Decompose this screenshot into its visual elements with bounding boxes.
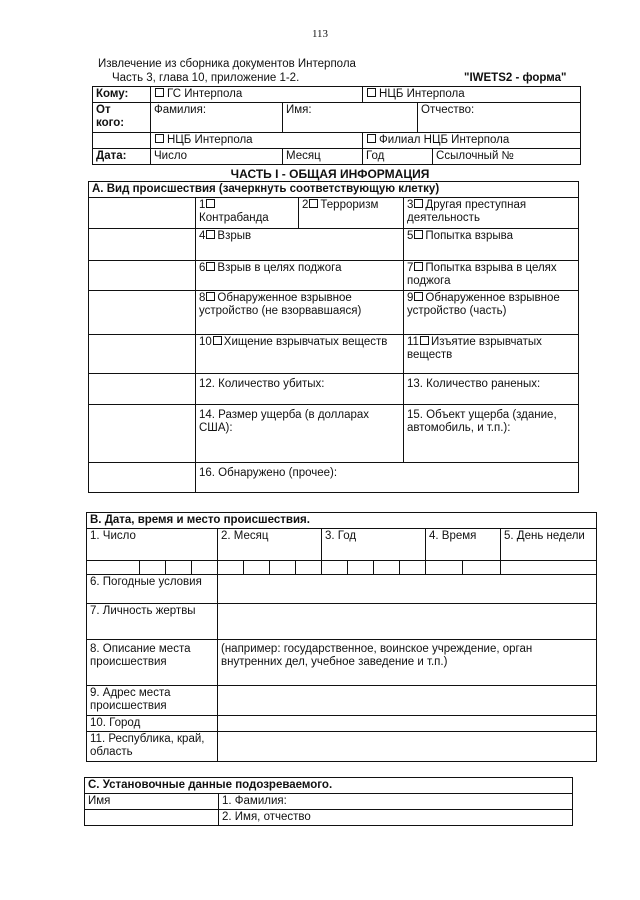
patronymic-label: Отчество: (421, 104, 475, 116)
digit-box[interactable] (244, 561, 270, 575)
checkbox-icon[interactable] (206, 262, 215, 271)
place-description-label: 8. Описание места происшествия (87, 640, 218, 686)
to-gs-option[interactable] (151, 87, 363, 103)
empty-cell (89, 198, 196, 229)
from-ncb-option[interactable] (151, 133, 363, 149)
digit-box[interactable] (463, 561, 501, 575)
empty-cell (89, 261, 196, 291)
day-field[interactable]: Число (151, 149, 283, 165)
digit-box[interactable] (296, 561, 322, 575)
checkbox-icon[interactable] (309, 199, 318, 208)
digit-box[interactable] (322, 561, 348, 575)
time-field[interactable]: 4. Время (426, 529, 501, 561)
place-description-hint: (например: государственное, воинское учреждение, орган внутренних дел, учебное заведение и т.п.) (221, 643, 533, 668)
explosion-option[interactable]: 4 Взрыв (196, 229, 404, 261)
terrorism-label: Терроризм (320, 199, 379, 211)
page-number: 113 (311, 28, 329, 40)
digit-box[interactable] (374, 561, 400, 575)
section-b-title: В. Дата, время и место происшествия. (87, 513, 597, 529)
form-id: "IWETS2 - форма" (464, 72, 567, 84)
explosives-seizure-label: Изъятие взрывчатых веществ (407, 336, 542, 361)
empty-cell (89, 405, 196, 463)
attempted-arson-explosion-option[interactable]: 7 Попытка взрыва в целях поджога (404, 261, 579, 291)
digit-box[interactable] (87, 561, 140, 575)
other-criminal-label: Другая преступная деятельность (407, 199, 527, 224)
explosives-theft-option[interactable]: 10 Хищение взрывчатых веществ (196, 335, 404, 374)
day-field[interactable]: 1. Число (87, 529, 218, 561)
empty-cell (89, 463, 196, 493)
digit-box[interactable] (270, 561, 296, 575)
digit-box[interactable] (140, 561, 166, 575)
weekday-field[interactable]: 5. День недели (501, 529, 597, 561)
checkbox-icon[interactable] (414, 199, 423, 208)
explosives-seizure-option[interactable]: 11 Изъятие взрывчатых веществ (404, 335, 579, 374)
checkbox-icon[interactable] (206, 199, 215, 208)
checkbox-icon[interactable] (414, 292, 423, 301)
from-surname-field[interactable] (151, 103, 283, 133)
victim-field[interactable] (218, 604, 597, 640)
checkbox-icon[interactable] (206, 230, 215, 239)
found-device-unexploded-label: Обнаруженное взрывное устройство (не взорвавшаяся) (199, 292, 362, 317)
digit-box[interactable] (166, 561, 192, 575)
from-patronymic-field[interactable] (418, 103, 581, 133)
routing-table (92, 86, 581, 165)
killed-count-field[interactable]: 12. Количество убитых: (196, 374, 404, 405)
section-c-title: С. Установочные данные подозреваемого. (85, 778, 573, 794)
damage-amount-field[interactable]: 14. Размер ущерба (в долларах США): (196, 405, 404, 463)
weather-field[interactable] (218, 575, 597, 604)
place-description-field[interactable] (218, 640, 597, 686)
city-field[interactable] (218, 716, 597, 732)
smuggling-option[interactable]: 1 Контрабанда (196, 198, 299, 229)
empty-cell (93, 133, 151, 149)
suspect-firstname-field[interactable]: 2. Имя, отчество (219, 810, 573, 826)
region-field[interactable] (218, 732, 597, 762)
region-label: 11. Республика, край, область (87, 732, 218, 762)
empty-cell (89, 374, 196, 405)
section-c-table (84, 777, 573, 826)
attempted-explosion-option[interactable]: 5 Попытка взрыва (404, 229, 579, 261)
section-a-title: А. Вид происшествия (зачеркнуть соответствующую клетку) (89, 182, 579, 198)
empty-cell (89, 229, 196, 261)
explosives-theft-label: Хищение взрывчатых веществ (223, 336, 388, 348)
attempted-explosion-label: Попытка взрыва (425, 230, 513, 242)
to-label: Кому: (93, 87, 151, 103)
checkbox-icon[interactable] (414, 230, 423, 239)
checkbox-icon[interactable] (213, 336, 222, 345)
checkbox-icon[interactable] (414, 262, 423, 271)
address-field[interactable] (218, 686, 597, 716)
date-label: Дата: (93, 149, 151, 165)
checkbox-icon[interactable] (367, 134, 376, 143)
checkbox-icon[interactable] (155, 88, 164, 97)
to-ncb-label: НЦБ Интерпола (379, 88, 465, 100)
part1-title: ЧАСТЬ I - ОБЩАЯ ИНФОРМАЦИЯ (230, 167, 430, 181)
month-field[interactable]: 2. Месяц (218, 529, 322, 561)
city-label: 10. Город (87, 716, 218, 732)
digit-box[interactable] (501, 561, 597, 575)
found-device-unexploded-option[interactable]: 8 Обнаруженное взрывное устройство (не взорвавшаяся) (196, 291, 404, 335)
address-label: 9. Адрес места происшествия (87, 686, 218, 716)
suspect-surname-field[interactable]: 1. Фамилия: (219, 794, 573, 810)
digit-box[interactable] (348, 561, 374, 575)
empty-cell (89, 335, 196, 374)
suspect-name-label: Имя (85, 794, 219, 810)
victim-label: 7. Личность жертвы (87, 604, 218, 640)
checkbox-icon[interactable] (155, 134, 164, 143)
checkbox-icon[interactable] (367, 88, 376, 97)
from-branch-option[interactable] (363, 133, 581, 149)
to-ncb-option[interactable] (363, 87, 581, 103)
other-criminal-option[interactable]: 3 Другая преступная деятельность (404, 198, 579, 229)
smuggling-label: Контрабанда (199, 212, 269, 224)
header-source: Извлечение из сборника документов Интерпола (98, 58, 356, 70)
terrorism-option[interactable]: 2 Терроризм (299, 198, 404, 229)
explosion-label: Взрыв (217, 230, 252, 242)
empty-cell (85, 810, 219, 826)
section-a-table (88, 181, 579, 493)
digit-box[interactable] (426, 561, 463, 575)
from-name-field[interactable] (283, 103, 418, 133)
month-field[interactable]: Месяц (283, 149, 363, 165)
from-ncb-label: НЦБ Интерпола (167, 134, 253, 146)
name-label: Имя: (286, 104, 312, 116)
weather-label: 6. Погодные условия (87, 575, 218, 604)
year-field[interactable]: Год (363, 149, 433, 165)
attempted-arson-explosion-label: Попытка взрыва в целях поджога (407, 262, 557, 287)
from-label: От кого: (93, 103, 151, 133)
checkbox-icon[interactable] (420, 336, 429, 345)
surname-label: Фамилия: (154, 104, 207, 116)
year-field[interactable]: 3. Год (322, 529, 426, 561)
found-device-part-label: Обнаруженное взрывное устройство (часть) (407, 292, 560, 317)
to-gs-label: ГС Интерпола (167, 88, 243, 100)
arson-explosion-label: Взрыв в целях поджога (217, 262, 342, 274)
found-device-part-option[interactable]: 9 Обнаруженное взрывное устройство (часть) (404, 291, 579, 335)
from-branch-label: Филиал НЦБ Интерпола (379, 134, 510, 146)
checkbox-icon[interactable] (206, 292, 215, 301)
header-reference: Часть 3, глава 10, приложение 1-2. (112, 72, 300, 84)
digit-box[interactable] (400, 561, 426, 575)
section-b-table (86, 512, 597, 762)
damage-object-field[interactable]: 15. Объект ущерба (здание, автомобиль, и т.п.): (404, 405, 579, 463)
injured-count-field[interactable]: 13. Количество раненых: (404, 374, 579, 405)
arson-explosion-option[interactable]: 6 Взрыв в целях поджога (196, 261, 404, 291)
digit-box[interactable] (218, 561, 244, 575)
reference-number-field[interactable]: Ссылочный № (433, 149, 581, 165)
empty-cell (89, 291, 196, 335)
digit-box[interactable] (192, 561, 218, 575)
found-other-field[interactable]: 16. Обнаружено (прочее): (196, 463, 579, 493)
